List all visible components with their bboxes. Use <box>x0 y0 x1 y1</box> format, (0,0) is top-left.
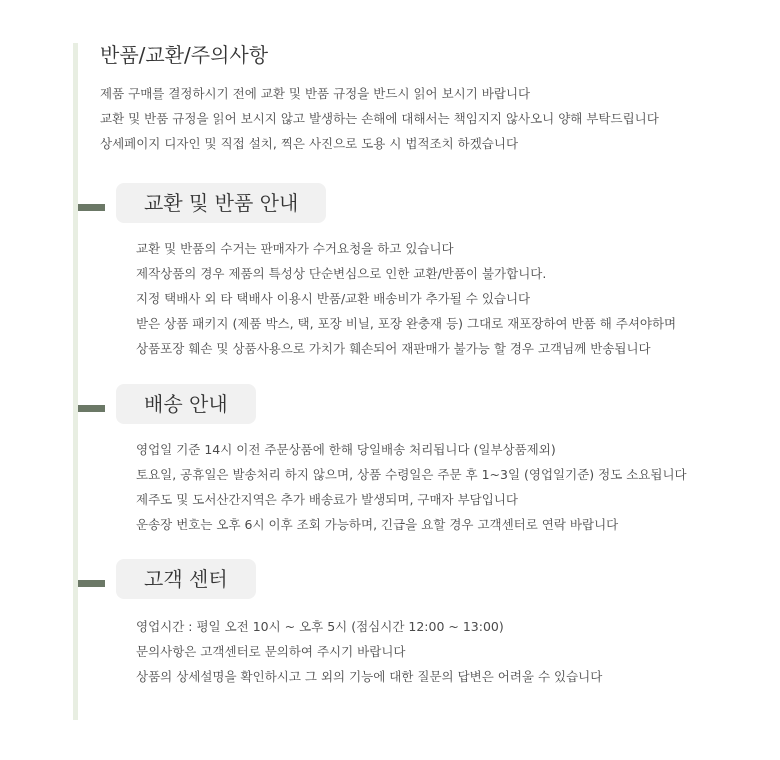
list-item: 지정 택배사 외 타 택배사 이용시 반품/교환 배송비가 추가될 수 있습니다 <box>136 291 531 306</box>
list-item: 제작상품의 경우 제품의 특성상 단순변심으로 인한 교환/반품이 불가합니다. <box>136 266 547 281</box>
list-item: 문의사항은 고객센터로 문의하여 주시기 바랍니다 <box>136 644 406 659</box>
list-item: 상품의 상세설명을 확인하시고 그 외의 기능에 대한 질문의 답변은 어려울 수 있습니다 <box>136 669 603 684</box>
list-item: 영업일 기준 14시 이전 주문상품에 한해 당일배송 처리됩니다 (일부상품제외) <box>136 442 556 457</box>
section-marker-bar <box>78 405 105 412</box>
list-item: 교환 및 반품의 수거는 판매자가 수거요청을 하고 있습니다 <box>136 241 454 256</box>
side-accent-line <box>73 43 78 720</box>
notice-intro-line: 교환 및 반품 규정을 읽어 보시지 않고 발생하는 손해에 대해서는 책임지지 않사오니 양해 부탁드립니다 <box>100 111 659 126</box>
section-item-list <box>136 236 676 361</box>
list-item: 제주도 및 도서산간지역은 추가 배송료가 발생되며, 구매자 부담입니다 <box>136 492 518 507</box>
section-heading: 배송 안내 <box>116 384 256 424</box>
list-item: 받은 상품 패키지 (제품 박스, 택, 포장 비닐, 포장 완충재 등) 그대로 재포장하여 반품 해 주셔야하며 <box>136 316 677 331</box>
list-item: 상품포장 훼손 및 상품사용으로 가치가 훼손되어 재판매가 불가능 할 경우 고객님께 반송됩니다 <box>136 341 651 356</box>
list-item: 토요일, 공휴일은 발송처리 하지 않으며, 상품 수령일은 주문 후 1~3일 (영업일기준) 정도 소요됩니다 <box>136 467 687 482</box>
section-marker-bar <box>78 204 105 211</box>
notice-title: 반품/교환/주의사항 <box>100 43 269 67</box>
notice-intro-line: 제품 구매를 결정하시기 전에 교환 및 반품 규정을 반드시 읽어 보시기 바랍니다 <box>100 86 531 101</box>
section-heading: 고객 센터 <box>116 559 256 599</box>
list-item: 운송장 번호는 오후 6시 이후 조회 가능하며, 긴급을 요할 경우 고객센터로 연락 바랍니다 <box>136 517 619 532</box>
notice-intro-line: 상세페이지 디자인 및 직접 설치, 찍은 사진으로 도용 시 법적조치 하겠습니다 <box>100 136 519 151</box>
section-marker-bar <box>78 580 105 587</box>
section-heading: 교환 및 반품 안내 <box>116 183 326 223</box>
notice-intro-list <box>100 81 659 156</box>
section-item-list <box>136 437 687 537</box>
list-item: 영업시간 : 평일 오전 10시 ~ 오후 5시 (점심시간 12:00 ~ 13:00) <box>136 619 504 634</box>
section-item-list <box>136 614 602 689</box>
